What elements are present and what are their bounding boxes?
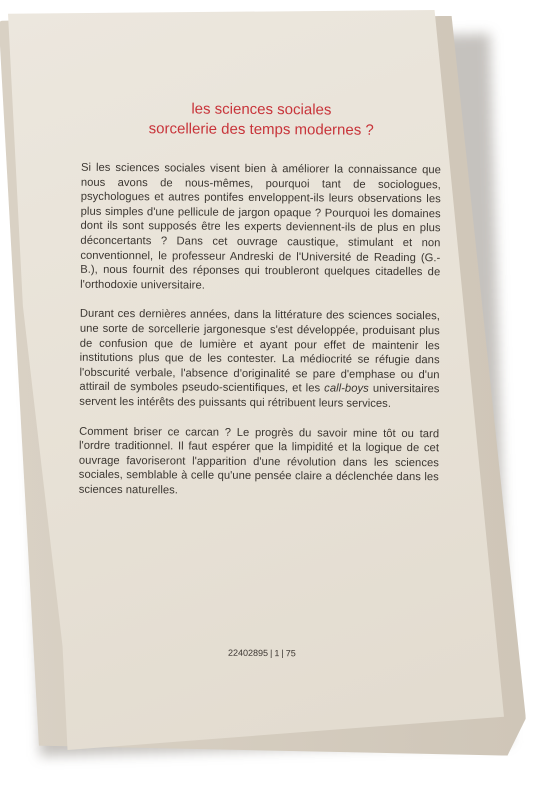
title-line-1: les sciences sociales xyxy=(191,100,332,119)
catalog-number: 22402895 xyxy=(227,647,269,659)
paragraph-2-emphasis: call-boys xyxy=(324,382,369,396)
paragraph-2-after: universitaires servent les intérêts des puissants qui rétribuent leurs services. xyxy=(79,383,440,410)
catalog-code: 22402895 | 1 | 75 xyxy=(227,647,296,659)
title-line-2: sorcellerie des temps modernes ? xyxy=(148,120,374,139)
catalog-part-3: 75 xyxy=(285,648,296,659)
catalog-part-2: 1 xyxy=(274,648,280,659)
paragraph-3: Comment briser ce carcan ? Le progrès du savoir mine tôt ou tard l'ordre traditionnel. Il faut espérer que la limpidité et la logique de cet ouvrage favoriseront l'apparition d'une révolution dans les sciences sociales, semblable à celle qu'une pensée claire a déclenchée dans les sciences naturelles. xyxy=(78,425,440,497)
paragraph-1: Si les sciences sociales visent bien à améliorer la connaissance que nous avons de nous-mêmes, pourquoi tant de sociologues, psychologues et autres pontifes enveloppent-ils leurs observations les plus simples d'une pellicule de jargon opaque ? Pourquoi les domaines dont ils sont supposés être les experts deviennent-ils de plus en plus déconcertants ? Dans cet ouvrage caustique, stimulant et non conventionnel, le professeur Andreski de l'Université de Reading (G.-B.), nous fournit des réponses qui troubleront quelques citadelles de l'orthodoxie universitaire. xyxy=(80,161,441,292)
paragraph-2-before: Durant ces dernières années, dans la littérature des sciences sociales, une sorte de sorcellerie jargonesque s'est développée, produisant plus de confusion que de lumière et ayant pour effet de maintenir les institutions plus que de les contester. La médiocrité se réfugie dans l'obscurité verbale, l'absence d'originalité se pare d'emphase ou d'un attirail de symboles pseudo-scientifiques, et les xyxy=(79,308,440,395)
paragraph-2 xyxy=(79,307,440,412)
cover-title xyxy=(81,99,441,142)
back-cover-text xyxy=(79,99,442,515)
